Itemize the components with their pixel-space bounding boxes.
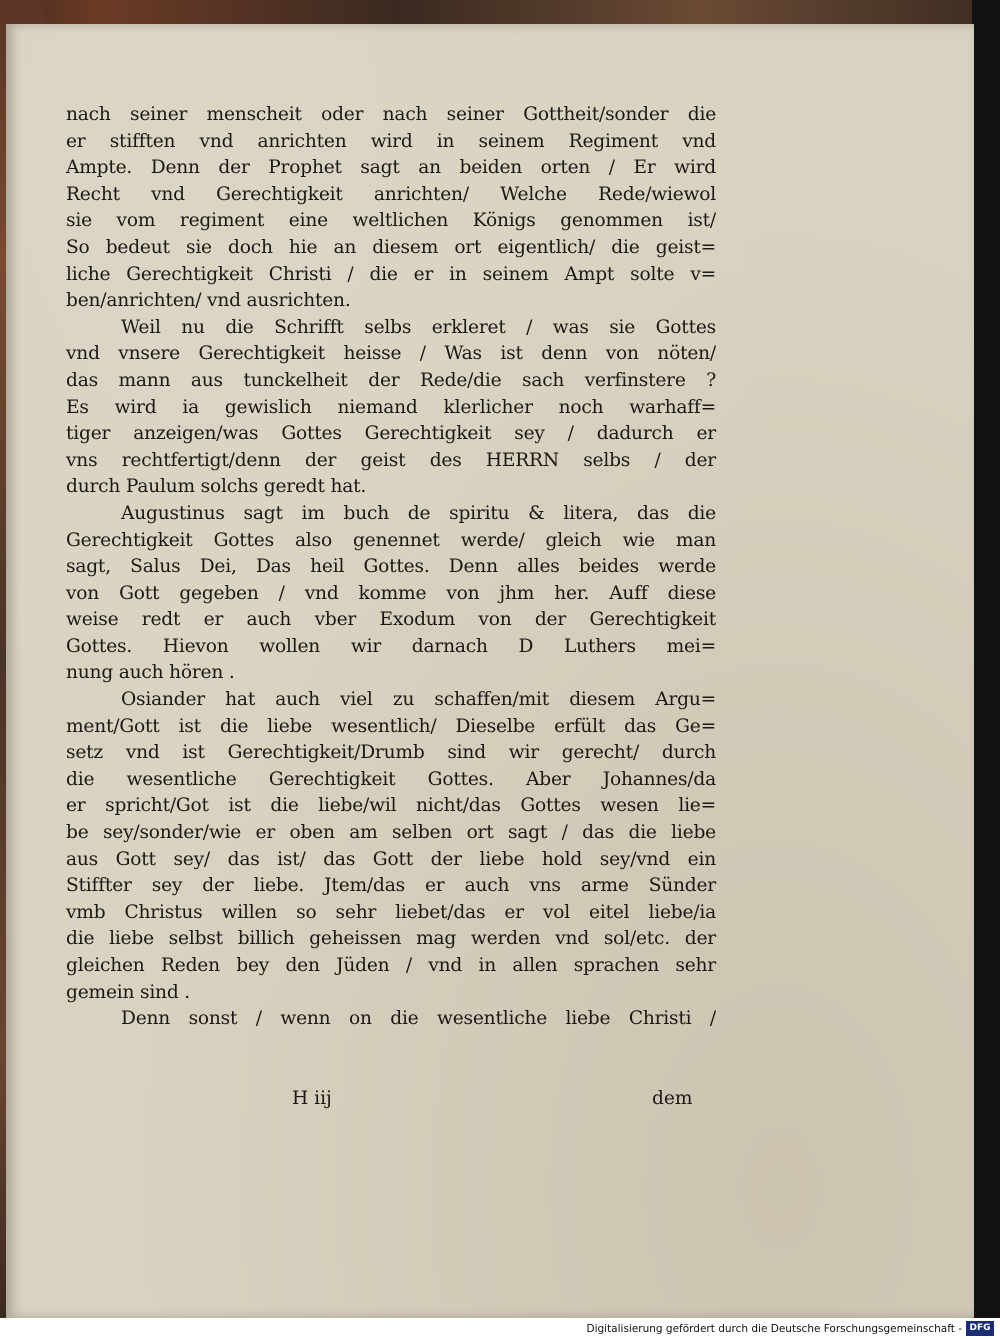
text-line: Osiander hat auch viel zu schaffen/mit diesem Argu= <box>121 689 716 711</box>
text-line: liche Gerechtigkeit Christi / die er in seinem Ampt solte v= <box>66 263 716 285</box>
text-line: setz vnd ist Gerechtigkeit/Drumb sind wir gerecht/ durch <box>66 742 716 764</box>
text-line: ment/Gott ist die liebe wesentlich/ Dieselbe erfült das Ge= <box>66 715 716 737</box>
text-line: Gerechtigkeit Gottes also genennet werde/ gleich wie man <box>66 529 716 551</box>
text-line: er stifften vnd anrichten wird in seinem Regiment vnd <box>66 130 716 152</box>
text-line: von Gott gegeben / vnd komme von jhm her. Auff diese <box>66 582 716 604</box>
text-line: durch Paulum solchs geredt hat. <box>66 476 367 498</box>
text-line: Ampte. Denn der Prophet sagt an beiden orten / Er wird <box>66 157 716 179</box>
text-line: vnd vnsere Gerechtigkeit heisse / Was ist denn von nöten/ <box>66 343 716 365</box>
text-line: ben/anrichten/ vnd ausrichten. <box>66 290 351 312</box>
text-line: sie vom regiment eine weltlichen Königs genommen ist/ <box>66 210 716 232</box>
book-edge-top <box>0 0 1000 26</box>
text-line: Augustinus sagt im buch de spiritu & litera, das die <box>121 502 716 524</box>
book-page <box>6 24 974 1318</box>
text-line: er spricht/Got ist die liebe/wil nicht/das Gottes wesen lie= <box>66 795 716 817</box>
text-line: Denn sonst / wenn on die wesentliche liebe Christi / <box>121 1008 716 1030</box>
page-text-block <box>66 102 716 1033</box>
text-line: So bedeut sie doch hie an diesem ort eigentlich/ die geist= <box>66 236 716 258</box>
text-line: vmb Christus willen so sehr liebet/das er vol eitel liebe/ia <box>66 901 716 923</box>
text-line: sagt, Salus Dei, Das heil Gottes. Denn alles beides werde <box>66 556 716 578</box>
text-line: Gottes. Hievon wollen wir darnach D Luthers mei= <box>66 635 716 657</box>
catchword: dem <box>652 1088 693 1109</box>
text-line: die wesentliche Gerechtigkeit Gottes. Aber Johannes/da <box>66 768 716 790</box>
text-line: weise redt er auch vber Exodum von der Gerechtigkeit <box>66 609 716 631</box>
text-line: Recht vnd Gerechtigkeit anrichten/ Welche Rede/wiewol <box>66 183 716 205</box>
text-line: tiger anzeigen/was Gottes Gerechtigkeit sey / dadurch er <box>66 423 716 445</box>
dfg-logo: DFG <box>966 1321 994 1336</box>
text-line: die liebe selbst billich geheissen mag werden vnd sol/etc. der <box>66 928 716 950</box>
text-line: das mann aus tunckelheit der Rede/die sach verfinstere ? <box>66 369 716 391</box>
text-line: nach seiner menscheit oder nach seiner Gottheit/sonder die <box>66 104 716 125</box>
text-line: nung auch hören . <box>66 662 235 684</box>
text-line: gemein sind . <box>66 981 190 1003</box>
text-line: Weil nu die Schrifft selbs erkleret / was sie Gottes <box>121 316 716 338</box>
text-line: vns rechtfertigt/denn der geist des HERRN selbs / der <box>66 449 716 471</box>
text-line: be sey/sonder/wie er oben am selben ort sagt / das die liebe <box>66 822 716 844</box>
signature-mark: H iij <box>292 1088 332 1109</box>
funding-credit: Digitalisierung gefördert durch die Deutsche Forschungsgemeinschaft - <box>586 1323 962 1335</box>
text-line: Es wird ia gewislich niemand klerlicher noch warhaff= <box>66 396 716 418</box>
text-line: Stiffter sey der liebe. Jtem/das er auch vns arme Sünder <box>66 875 716 897</box>
footer-bar <box>0 1318 1000 1340</box>
text-line: gleichen Reden bey den Jüden / vnd in allen sprachen sehr <box>66 955 716 976</box>
text-line: aus Gott sey/ das ist/ das Gott der liebe hold sey/vnd ein <box>66 848 716 870</box>
scan-border-right <box>972 0 1000 1318</box>
